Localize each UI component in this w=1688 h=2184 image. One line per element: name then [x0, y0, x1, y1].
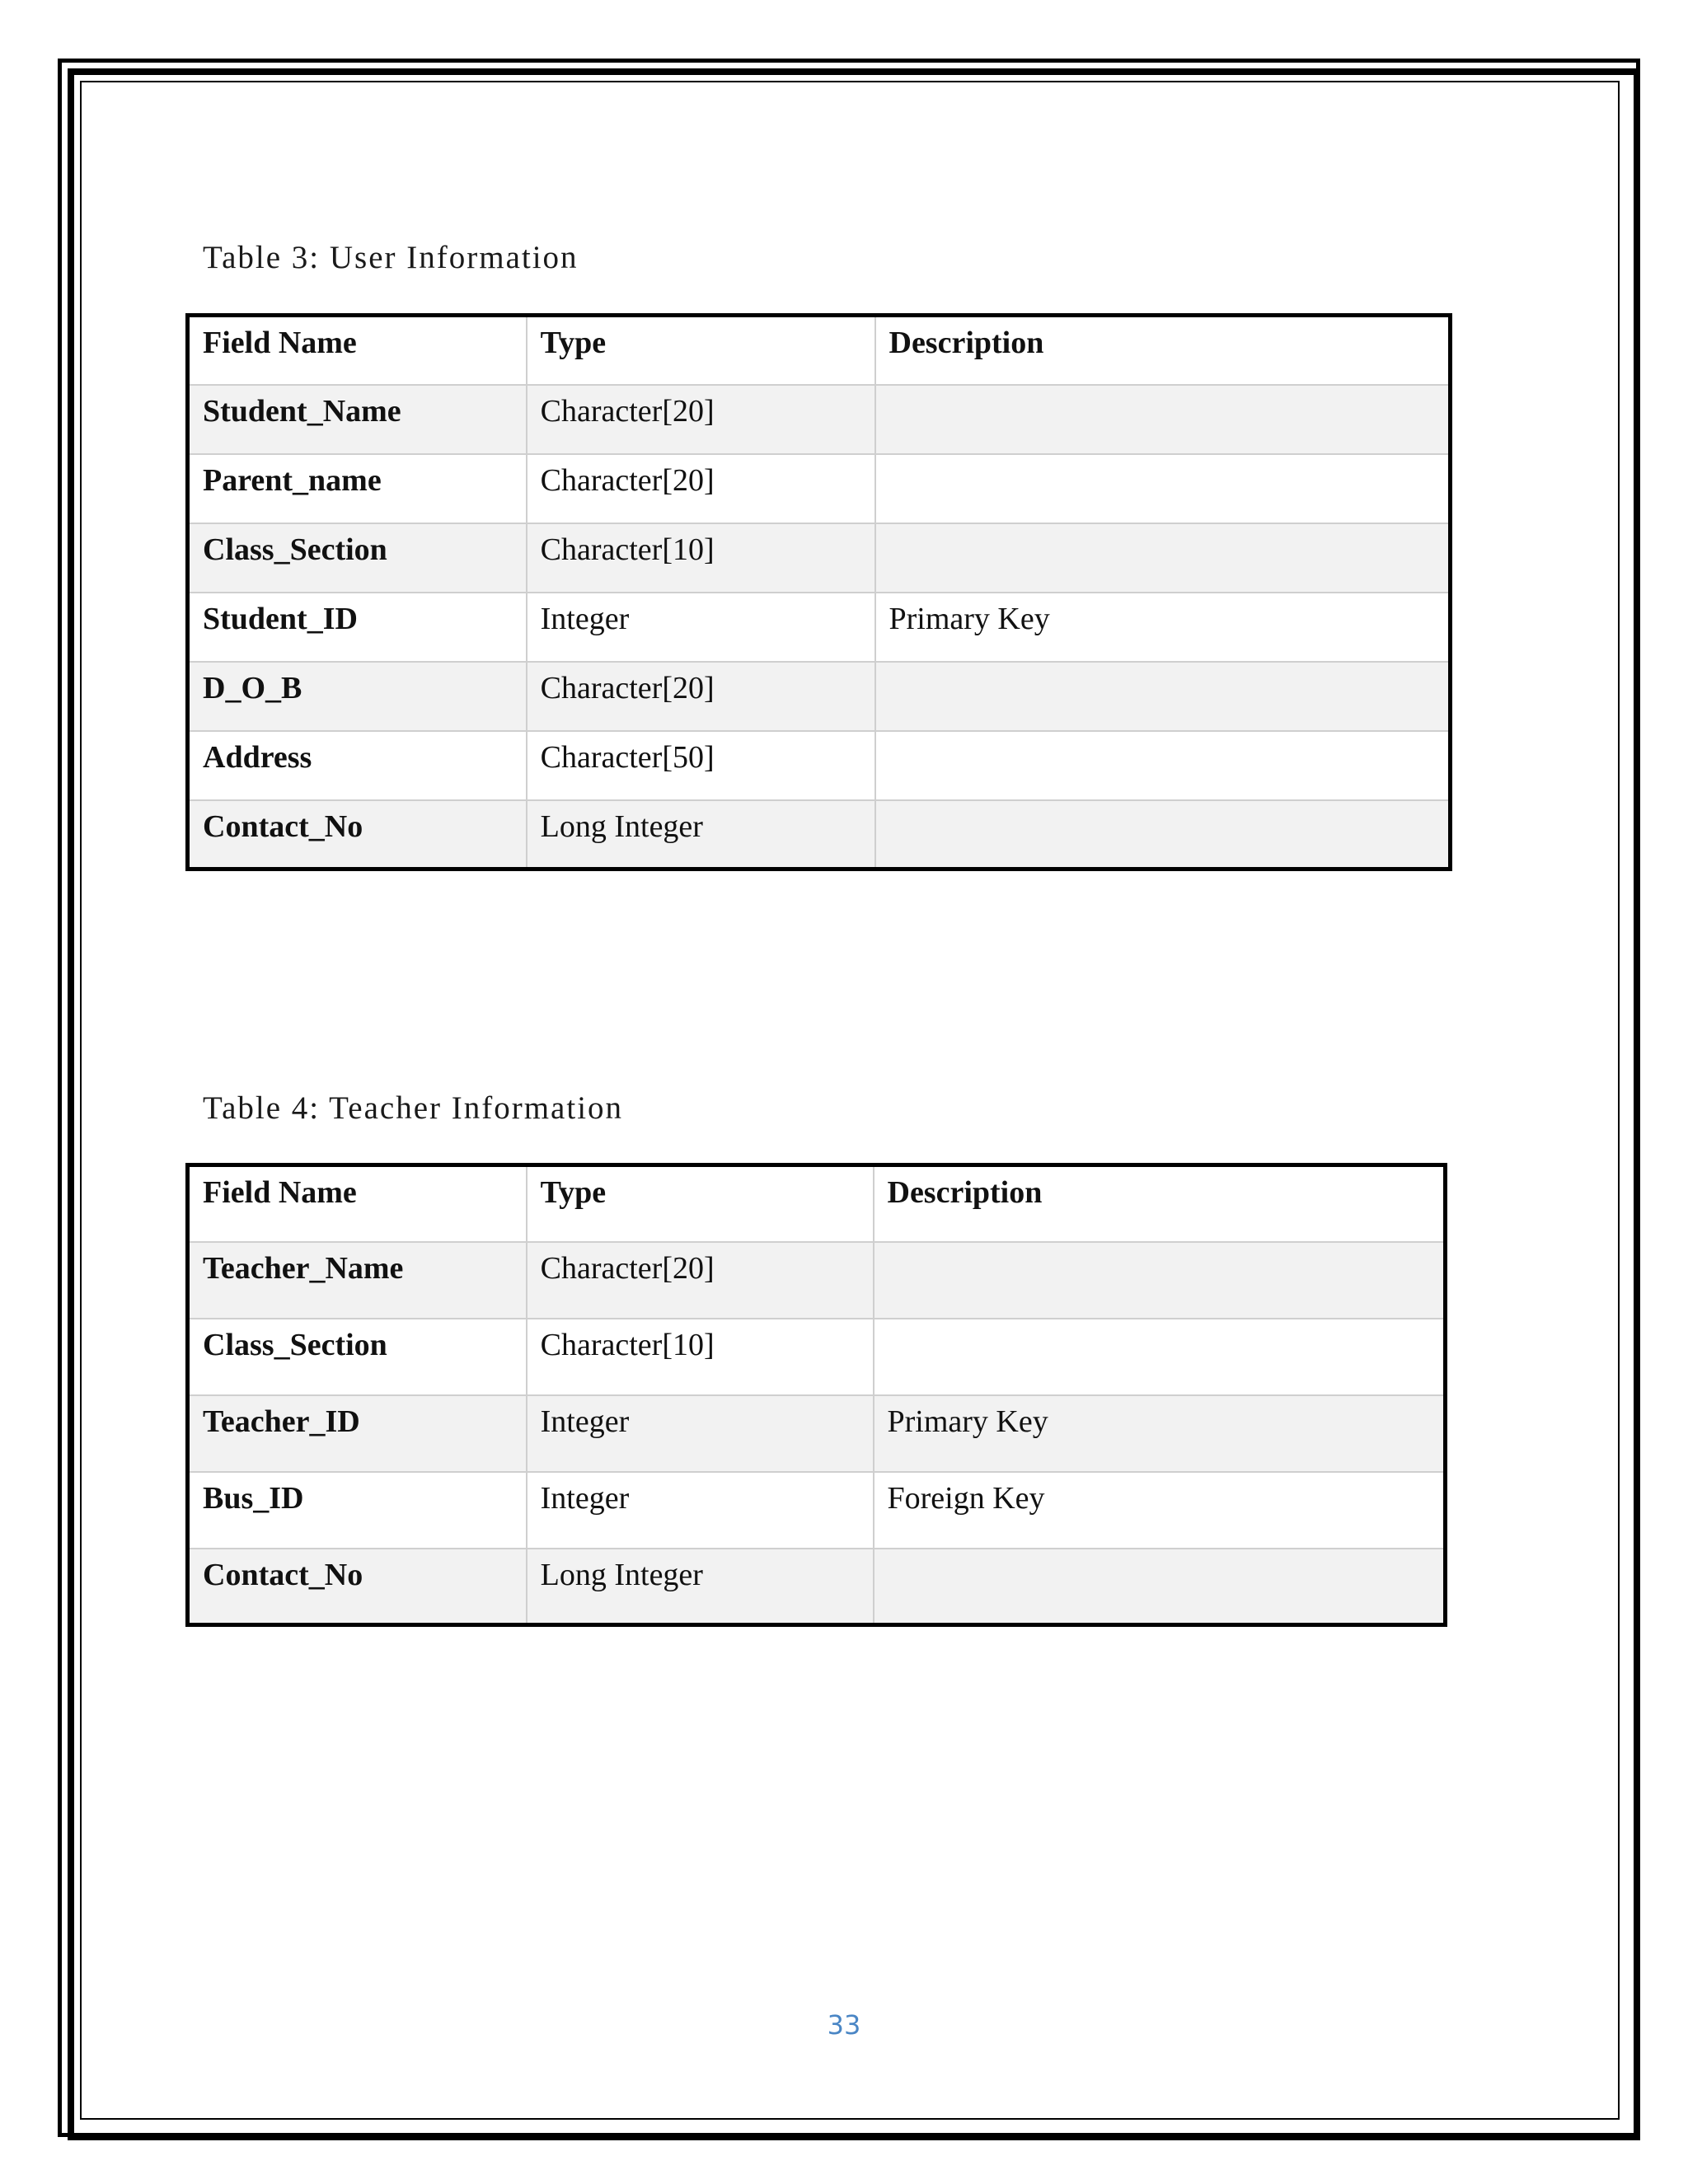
table-row — [188, 1549, 1446, 1625]
type-cell: Character[10] — [527, 523, 875, 593]
table-row — [188, 385, 1451, 454]
header-description: Description — [874, 1165, 1446, 1242]
field-name-cell: Teacher_ID — [188, 1395, 527, 1472]
field-name-cell: Student_Name — [188, 385, 527, 454]
type-cell: Integer — [527, 1472, 874, 1549]
field-name-cell: Bus_ID — [188, 1472, 527, 1549]
type-cell: Character[20] — [527, 1242, 874, 1319]
table-row — [188, 454, 1451, 523]
table-caption: Table 3: User Information — [203, 240, 579, 275]
description-cell — [875, 454, 1451, 523]
table-row — [188, 1395, 1446, 1472]
header-type: Type — [527, 1165, 874, 1242]
field-name-cell: Contact_No — [188, 800, 527, 869]
header-type: Type — [527, 316, 875, 385]
field-name-cell: Parent_name — [188, 454, 527, 523]
description-cell — [874, 1549, 1446, 1625]
field-name-cell: Student_ID — [188, 593, 527, 662]
table-header-row — [188, 316, 1451, 385]
type-cell: Character[20] — [527, 662, 875, 731]
description-cell: Primary Key — [875, 593, 1451, 662]
type-cell: Character[20] — [527, 454, 875, 523]
field-name-cell: Class_Section — [188, 1319, 527, 1395]
header-field-name: Field Name — [188, 316, 527, 385]
table-row — [188, 800, 1451, 869]
table-row — [188, 1319, 1446, 1395]
field-name-cell: Class_Section — [188, 523, 527, 593]
table-row — [188, 1472, 1446, 1549]
table-caption: Table 4: Teacher Information — [203, 1090, 624, 1126]
table-row — [188, 662, 1451, 731]
teacher-information-table — [185, 1163, 1447, 1627]
description-cell — [874, 1242, 1446, 1319]
description-cell — [875, 523, 1451, 593]
table-row — [188, 1242, 1446, 1319]
description-cell — [875, 800, 1451, 869]
user-information-table — [185, 313, 1452, 871]
type-cell: Character[20] — [527, 385, 875, 454]
type-cell: Integer — [527, 593, 875, 662]
header-description: Description — [875, 316, 1451, 385]
field-name-cell: Teacher_Name — [188, 1242, 527, 1319]
page-number: 33 — [827, 2009, 861, 2041]
field-name-cell: Address — [188, 731, 527, 800]
table-row — [188, 523, 1451, 593]
description-cell — [875, 662, 1451, 731]
description-cell — [874, 1319, 1446, 1395]
description-cell — [875, 385, 1451, 454]
table-header-row — [188, 1165, 1446, 1242]
description-cell: Foreign Key — [874, 1472, 1446, 1549]
table-row — [188, 731, 1451, 800]
header-field-name: Field Name — [188, 1165, 527, 1242]
type-cell: Long Integer — [527, 800, 875, 869]
field-name-cell: D_O_B — [188, 662, 527, 731]
type-cell: Character[10] — [527, 1319, 874, 1395]
type-cell: Integer — [527, 1395, 874, 1472]
table-row — [188, 593, 1451, 662]
description-cell: Primary Key — [874, 1395, 1446, 1472]
type-cell: Character[50] — [527, 731, 875, 800]
type-cell: Long Integer — [527, 1549, 874, 1625]
description-cell — [875, 731, 1451, 800]
field-name-cell: Contact_No — [188, 1549, 527, 1625]
